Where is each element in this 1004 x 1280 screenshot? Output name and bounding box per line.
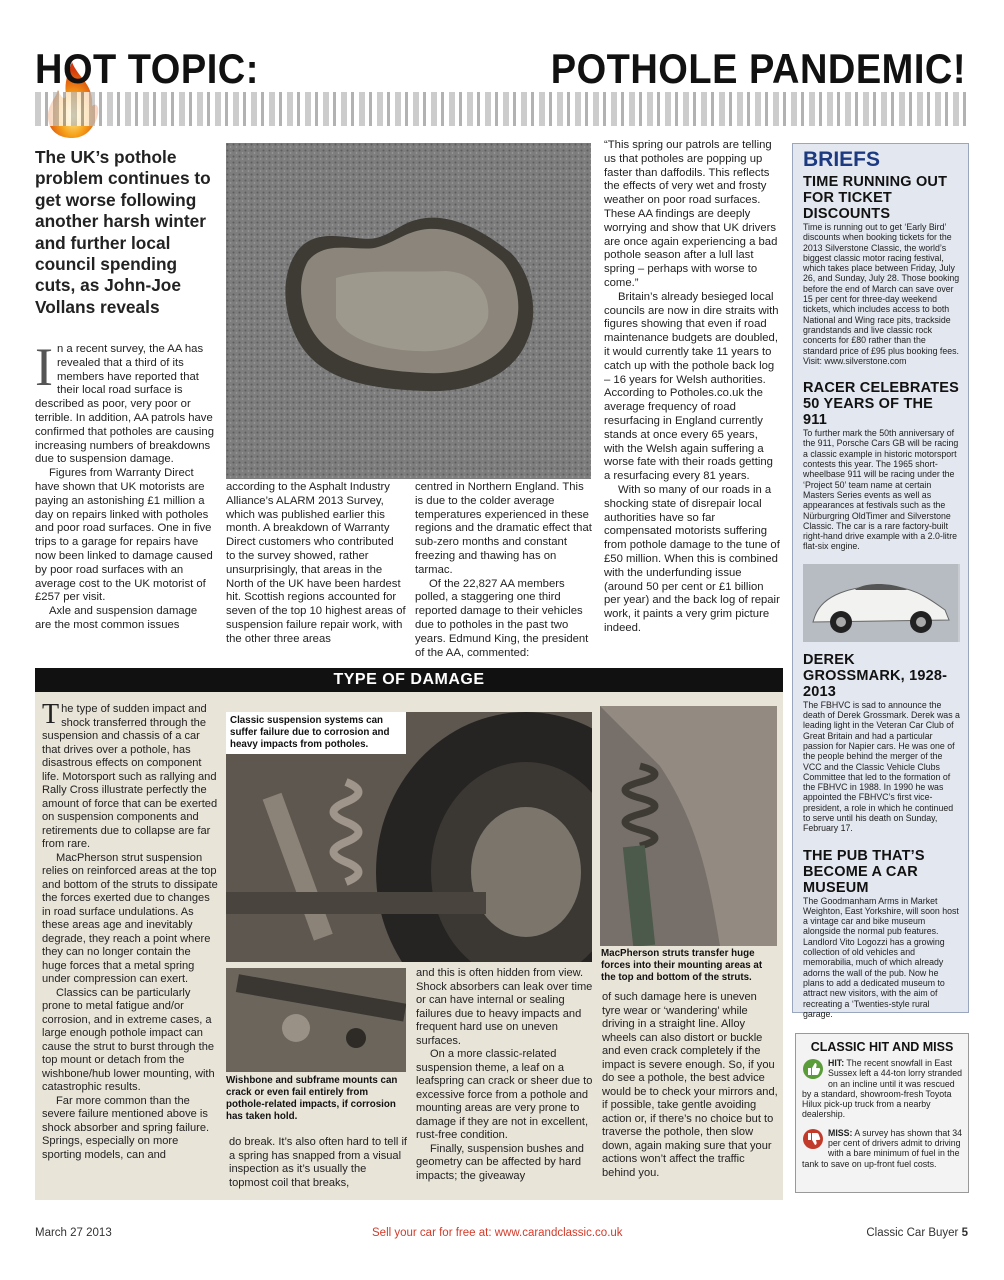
thumbs-up-icon [802,1058,824,1080]
hit-text [802,1058,962,1120]
hit-miss-heading: CLASSIC HIT AND MISS [810,1040,954,1054]
article-column-3 [415,481,593,660]
tyre-tread-divider [35,92,967,126]
paragraph: Far more common than the severe failure mentioned above is shock absorber and spring failure. Springs, especially on more sporting models, can and [42,1094,210,1161]
standfirst: The UK’s pothole problem continues to get worse following another harsh winter and further local council spending cuts, as John-Joe Vollans reveals [35,147,211,317]
article-column-2 [226,481,406,647]
damage-column-2 [229,1136,407,1190]
section-heading: TYPE OF DAMAGE [333,671,485,688]
paragraph: Of the 22,827 AA members polled, a staggering one third reported damage to their vehicles due to potholes in the past two years. Edmund King, the president of the AA, commented: [415,577,589,659]
photo-caption: Wishbone and subframe mounts can crack or even fail entirely from pothole-related impacts, if corrosion has taken hold. [226,1075,398,1122]
paragraph: Classics can be particularly prone to metal fatigue and/or corrosion, and in extreme cases, a large enough pothole impact can cause the strut to burst through the top mount or detach from the wishbone/hub lower mounting, with catastrophic results. [42,986,215,1093]
miss-label: MISS: [828,1127,853,1138]
article-column-4 [604,139,780,636]
suspension-photo [226,712,592,962]
miss-body: A survey has shown that 34 per cent of drivers admit to driving with a bare minimum of fuel in the tank to save on up-front fuel costs. [802,1127,962,1169]
paragraph: n a recent survey, the AA has revealed that a third of its members have reported that their local road surface is described as poor, very poor or terrible. In addition, AA patrols have confirmed that potholes are causing increasing numbers of breakdowns due to suspension damage. [35,343,214,466]
paragraph: he type of sudden impact and shock transferred through the suspension and chassis of a car that drives over a pothole, has disastrous effects on component life. Motorsport such as rallying and Rally Cross illustrate perfectly the amount of force that can be exerted on suspension components and retirements due to collapse are far from rare. [42,703,218,850]
paragraph: MacPherson strut suspension relies on reinforced areas at the top and bottom of the struts to dissipate the forces exerted due to changes in road surface undulations. As these areas age and inevitably degrade, they reach a point where they can no longer contain the huge forces that a metal spring under compression can exert. [42,851,218,985]
issue-date: March 27 2013 [35,1227,112,1239]
brief-title: TIME RUNNING OUT FOR TICKET DISCOUNTS [803,174,948,222]
paragraph: “This spring our patrols are telling us that potholes are popping up faster than daffodils. This reflects the effects of very wet and frosty weather on poor road surfaces. These AA findings are deeply worrying and show that UK drivers are once again experiencing a bad pothole season after a lull last spring – perhaps with worse to come.” [604,139,778,289]
briefs-heading: BRIEFS [803,148,881,171]
photo-caption: Classic suspension systems can suffer failure due to corrosion and heavy impacts from potholes. [226,712,406,754]
briefs-sidebar [792,143,969,1019]
hit-label: HIT: [828,1058,845,1068]
brief-body: To further mark the 50th anniversary of the 911, Porsche Cars GB will be racing a classic example in historic motorsport contests this year. The 1965 short-wheelbase 911 will be racing under the ‘Project 50’ team name at certain Masters Series events as well as appearances at festivals such as the Nürburgring OldTimer and Silverstone Classic. The car is a rare factory-built right-hand drive example with a 2.0-litre flat-six engine. [803,428,959,552]
paragraph: On a more classic-related suspension theme, a leaf on a leafspring can crack or sheer due to excessive force from a pothole and mounting areas are very prone to damage if they are not in excellent, rust-free condition. [416,1048,593,1141]
brief-title: THE PUB THAT’S BECOME A CAR MUSEUM [803,847,925,896]
brief-title: RACER CELEBRATES 50 YEARS OF THE 911 [803,380,959,429]
damage-column-3 [416,967,594,1183]
thumbs-down-icon [802,1128,824,1150]
paragraph: centred in Northern England. This is due to the colder average temperatures experienced in these regions and the dramatic effect that sub-zero months and constant freezing and thawing has on tarmac. [415,481,592,576]
paragraph: Britain’s already besieged local councils are now in dire straits with figures showing that even if road maintenance budgets are doubled, it would currently take 11 years to catch up with the pothole back log – 16 years for Welsh authorities. According to Potholes.co.uk the average frequency of road resurfacing in England currently stands at once every 65 years, with the Welsh again suffering a worse fate with their roads getting a resurfacing every 81 years. [604,290,779,483]
paragraph: of such damage here is uneven tyre wear or ‘wandering’ while driving in a straight line. Alloy wheels can also distort or buckle and even crack completely if the impact is severe enough. So, if you do see a pothole, the best advice would be to check your mirrors and, if possible, take gentle avoiding action or, if there’s no choice but to traverse the pothole, then slow down, again making sure that your actions won’t affect the traffic behind you. [602,991,778,1179]
strut-photo [600,706,777,946]
photo-caption: MacPherson struts transfer huge forces into their mounting areas at the top and bottom of the struts. [601,948,763,983]
page-title: POTHOLE PANDEMIC! [550,46,966,94]
paragraph: Axle and suspension damage are the most common issues [35,605,198,631]
paragraph: and this is often hidden from view. Shock absorbers can leak over time or can have internal or sealing failures due to heavy impacts and frequent hard use on uneven surfaces. [416,967,593,1047]
brief-body: The FBHVC is sad to announce the death of Derek Grossmark. Derek was a leading light in the Veteran Car Club of Great Britain and had a particular passion for Napier cars. He was one of the people behind the merger of the VCC and the Classic Vehicle Clubs Committee that led to the formation of the FBHVC in 1988. In 1990 he was appointed the FBHVC’s first vice-president, a role in which he continued to serve until his death on Sunday, February 17. [803,699,960,834]
drop-cap: I [35,337,53,397]
damage-column-4 [602,991,778,1180]
folio [866,1227,968,1239]
article-column-1 [35,337,215,633]
brief-body: Time is running out to get ‘Early Bird’ discounts when booking tickets for the 2013 Silverstone Classic, the world’s biggest classic motor racing festival, which takes place between Friday, July 26, and Sunday, July 28. Those booking before the end of March can save over 15 per cent for three-day weekend tickets, which includes access to both National and Wing race pits, trackside grandstands and live classic rock concerts for £80 rather than the standard price of £95 plus booking fees. Visit: www.silverstone.com [803,222,960,366]
drop-cap: T [42,699,60,730]
page-number: 5 [961,1227,968,1239]
promo-link[interactable]: Sell your car for free at: www.carandclassic.co.uk [372,1227,623,1239]
paragraph: Finally, suspension bushes and geometry can be affected by hard impacts; the giveaway [416,1142,584,1182]
paragraph: do break. It’s also often hard to tell if a spring has snapped from a visual inspection as it’s usually the topmost coil that breaks, [229,1136,408,1189]
porsche-photo [803,564,960,642]
hit-body: The recent snowfall in East Sussex left a 44-ton lorry stranded on an incline until it was rescued by a standard, showroom-fresh Toyota Hilux pick-up truck from a nearby dealership. [802,1058,962,1120]
paragraph: according to the Asphalt Industry Alliance’s ALARM 2013 Survey, which was published earlier this month. A breakdown of Warranty Direct customers who contributed to the survey showed, rather unsurprisingly, that areas in the North of the UK have been hardest hit. Scottish regions accounted for seven of the top 10 highest areas of suspension failure repair work, with the other three areas [226,481,406,645]
section-label: HOT TOPIC: [35,46,259,94]
damage-column-1 [42,699,218,1162]
miss-text [802,1128,962,1169]
brief-title: DEREK GROSSMARK, 1928-2013 [803,651,948,700]
type-of-damage-header [35,668,783,692]
magazine-name: Classic Car Buyer [866,1227,959,1239]
wishbone-photo [226,968,406,1072]
brief-body: The Goodmanham Arms in Market Weighton, East Yorkshire, will soon host a vintage car and bike museum alongside the normal pub features. Landlord Vito Logozzi has a growing collection of old vehicles and memorabilia, much of which already adorns the wall of the pub. Now he plans to add a dedicated museum to attract new visitors, with the aim of recreating a ‘Twenties-style rural garage. [803,895,959,1019]
paragraph: With so many of our roads in a shocking state of disrepair local authorities have so far compensated motorists suffering from pothole damage to the tune of £50 million. When this is combined with the underfunding issue (around 50 per cent or £1 billion per year) and the back log of repair work, it paints a very grim picture indeed. [604,483,780,634]
pothole-photo [226,143,591,479]
hit-and-miss-box [795,1033,969,1193]
paragraph: Figures from Warranty Direct have shown that UK motorists are paying an astonishing £1 million a day on repairs linked with potholes and poor road surfaces. One in five trips to a garage for repairs have now been linked to damage caused by poor road surfaces with an average cost to the UK motorist of £257 per visit. [35,467,213,604]
